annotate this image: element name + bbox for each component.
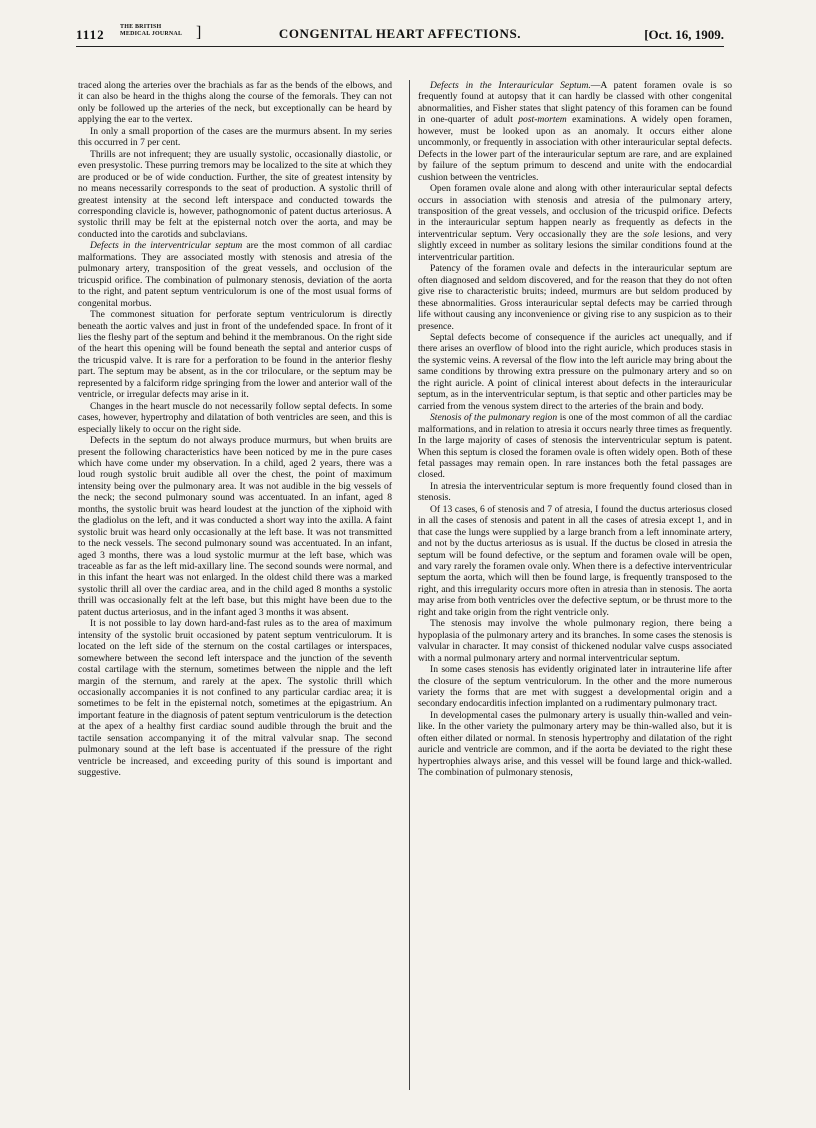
page-number: 1112 [76,27,105,42]
journal-name-line2: MEDICAL JOURNAL [120,31,183,37]
journal-name-line1: THE BRITISH [120,24,162,30]
paragraph: Defects in the septum do not always produce murmurs, but when bruits are present the following characteristics have been noticed by me in the pure cases which have come under my observation. In a child, aged 2 years, there was a loud rough systolic bruit audible all over the chest, the point of maximum intensity being over the pulmonary area. It was not audible in the big vessels of the neck; the second pulmonary sound was accentuated. In an infant, aged 8 months, the systolic bruit was heard loudest at the junction of the xiphoid with the gladiolus on the left, and it was conducted a short way into the axilla. A faint systolic bruit was heard only occasionally at the left base. It was not transmitted to the neck vessels. The second pulmonary sound was accentuated. In an infant, aged 3 months, there was a loud systolic murmur at the left base, which was traceable as far as the left mid-axillary line. The second sounds were normal, and in this infant the heart was not enlarged. In the oldest child there was a marked systolic thrill all over the cardiac area, and in the child aged 8 months a systolic thrill was occasionally felt at the left base, but this might have been due to the patent ductus arteriosus, and in the infant aged 3 months it was absent. [78,435,392,618]
paragraph [418,80,732,183]
paragraph [418,183,732,263]
paragraph-text: is one of the most common of all the cardiac malformations, and in relation to atresia it occurs nearly three times as frequently. In the large majority of cases of stenosis the interventricular septum is patent. When this septum is closed the foramen ovale is often widely open. Both of these fetal passages may remain open. In rare instances both the fetal passages are closed. [418,412,732,481]
column-divider [409,80,410,1090]
paragraph: Of 13 cases, 6 of stenosis and 7 of atresia, I found the ductus arteriosus closed in all the cases of stenosis and patent in all the cases of atresia except 1, and in that case the lungs were supplied by a large branch from a left innominate artery, and not by the ductus arteriosus as is usual. If the ductus be closed in atresia the septum will be found defective, or the septum and foramen ovale will be open, and vary rarely the foramen ovale only. When there is a defective interventricular septum the aorta, which will then be found large, is frequently transposed to the right, and this irregularity occurs more often in atresia than in stenosis. The aorta may arise from both ventricles over the defective septum, or be thrust more to the right and take origin from the right ventricle only. [418,503,732,618]
paragraph-text: lesions, and very slightly exceed in number as solitary lesions the similar conditions found at the interventricular partition. [418,228,732,263]
paragraph: Patency of the foramen ovale and defects in the interauricular septum are often diagnosed and seldom discovered, and for the reason that they do not often give rise to characteristic bruits; indeed, murmurs are but seldom produced by these abnormalities. Gross interauricular septal defects may be carried through life without causing any inconvenience or giving rise to any suspicion as to their presence. [418,263,732,332]
paragraph: In some cases stenosis has evidently originated later in intrauterine life after the closure of the septum ventriculorum. In the other and the more numerous variety the forms that are met with suggest a developmental origin and a secondary endocarditis infection implanted on a rudimentary pulmonary tract. [418,664,732,710]
header-rule [76,46,724,47]
right-column [418,80,732,779]
paragraph-text: sole [643,228,659,240]
paragraph-text: post-mortem [518,114,567,126]
paragraph: In developmental cases the pulmonary artery is usually thin-walled and vein-like. In the other variety the pulmonary artery may be thin-walled also, but it is often either dilated or normal. In stenosis hypertrophy and dilatation of the right auricle and ventricle are common, and if the aorta be deviated to the right these hypertrophies always arise, and this vessel will be found large and thick-walled. The combination of pulmonary stenosis, [418,709,732,779]
paragraph: It is not possible to lay down hard-and-fast rules as to the area of maximum intensity of the systolic bruit occasioned by patent septum ventriculorum. It is located on the left side of the sternum on the costal cartilages or interspaces, somewhere between the second left interspace and the junction of the seventh costal cartilage with the sternum, sometimes between the nipple and the left margin of the sternum, and rarely at the apex. The systolic thrill which occasionally accompanies it is not confined to any particular cardiac area; it is sometimes to be felt in the episternal notch, sometimes at the epigastrium. An important feature in the diagnosis of patent septum ventriculorum is the detection at the apex of a healthy first cardiac sound audible through the bruit and the tactile sensation accompanying it of the mitral valvular snap. The second pulmonary sound at the left base is accentuated if the pressure of the right ventricle be increased, and exceeding purity of this sound is important and suggestive. [78,618,392,779]
header-bracket: ] [196,24,202,41]
left-column [78,80,392,779]
section-heading: Defects in the interventricular septum [90,240,243,252]
paragraph: The commonest situation for perforate septum ventriculorum is directly beneath the aortic valves and just in front of the undefended space. In front of it lies the fleshy part of the septum and behind it the membranous. On the right side of the heart this opening will be found beneath the septal and anterior cusps of the tricuspid valve. It is rare for a perforation to be found in the anterior fleshy part. The septum may be absent, as in the cor triloculare, or the septum may be represented by a falciform ridge springing from the lower and anterior wall of the ventricle, or irregular defects may arise in it. [78,309,392,401]
paragraph [78,240,392,309]
running-title: CONGENITAL HEART AFFECTIONS. [278,26,522,41]
section-heading: Defects in the Interauricular Septum. [430,80,591,91]
page-header [76,24,724,54]
paragraph-text: Open foramen ovale alone and along with other interauricular septal defects occurs in association with stenosis and atresia of the pulmonary artery, transposition of the great vessels, and occlusion of the tricuspid orifice. Defects in the interauricular septum happen nearly as frequently as defects in the interventricular septum. Very occasionally they are the [418,183,732,240]
paragraph-text: —A patent foramen ovale is so frequently found at autopsy that it can hardly be classed with other congenital abnormalities, and Fisher states that slight patency of this foramen can be found in one-quarter of adult [418,80,733,126]
paragraph: In only a small proportion of the cases are the murmurs absent. In my series this occurred in 7 per cent. [78,125,392,149]
paragraph: The stenosis may involve the whole pulmonary region, there being a hypoplasia of the pulmonary artery and its branches. In some cases the stenosis is valvular in character. It may consist of thickened nodular valve cusps associated with a normal pulmonary artery and normal interventricular septum. [418,618,732,664]
paragraph: Septal defects become of consequence if the auricles act unequally, and if there arises an overflow of blood into the right auricle, which produces stasis in the systemic veins. A reversal of the flow into the left auricle may bring about the same conditions by throwing extra pressure on the pulmonary artery and so on the right auricle. A point of clinical interest about defects in the interauricular septum, as in the interventricular septum, is that septic and other particles may be carried from the venous system direct to the arteries of the brain and body. [418,331,732,412]
paragraph [418,412,732,481]
section-heading: Stenosis of the pulmonary region [430,412,558,424]
paragraph: Thrills are not infrequent; they are usually systolic, occasionally diastolic, or even presystolic. These purring tremors may be localized to the site at which they are produced or be of wide conduction. Further, the site of greatest intensity by no means necessarily corresponds to the seat of production. A systolic thrill of greatest intensity at the second left interspace and conducted towards the corresponding clavicle is, however, pathognomonic of patent ductus arteriosus. A systolic thrill may be felt at the episternal notch over the aorta, and may be conducted into the carotids and subclavians. [78,148,392,240]
paragraph: In atresia the interventricular septum is more frequently found closed than in stenosis. [418,480,732,504]
paragraph: traced along the arteries over the brachials as far as the bends of the elbows, and it can also be heard in the thighs along the course of the femorals. They can not only be followed up the arteries of the neck, but exceptionally can be heard by applying the ear to the vertex. [78,80,392,126]
paragraph: Changes in the heart muscle do not necessarily follow septal defects. In some cases, however, hypertrophy and dilatation of both ventricles are seen, and this is especially likely to occur on the right side. [78,400,392,435]
paragraph-text: examinations. A widely open foramen, however, must be looked upon as an anomaly. It occurs either alone uncommonly, or frequently in association with other interauricular septal defects. Defects in the lower part of the interauricular septum are rare, and are explained by failure of the septum primum to descend and unite with the endocardial cushion between the ventricles. [418,114,732,183]
paragraph-text: are the most common of all cardiac malformations. They are associated mostly with stenosis and atresia of the pulmonary artery, transposition of the great vessels, and occlusion of the tricuspid orifice. The combination of pulmonary stenosis, deviation of the aorta to the right, and patent septum ventriculorum is one of the most usual forms of congenital morbus. [78,240,392,309]
issue-date: [Oct. 16, 1909. [644,27,724,42]
